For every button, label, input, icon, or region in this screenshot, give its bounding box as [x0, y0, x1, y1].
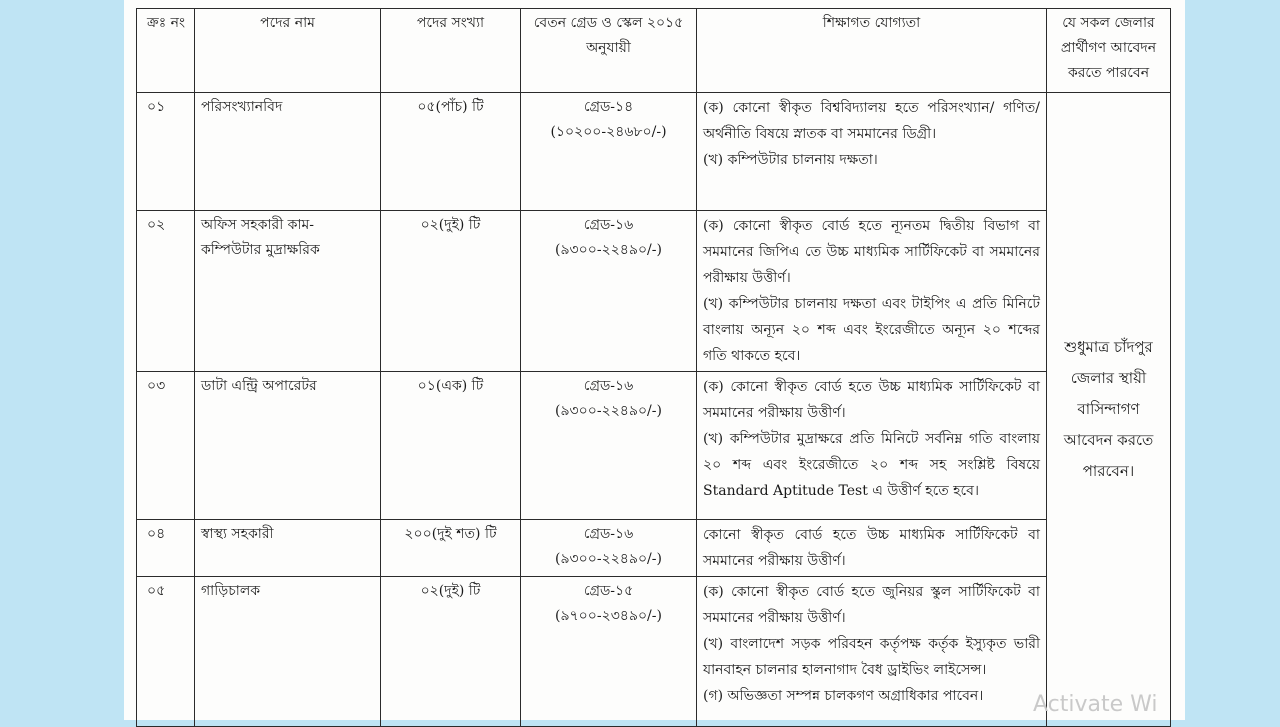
row-qualification [697, 520, 1047, 577]
grade-label: গ্রেড-১৪ [583, 99, 634, 115]
table-row [137, 211, 1171, 372]
row-qualification [697, 372, 1047, 520]
row-pay-grade [521, 211, 697, 372]
header-qualification: শিক্ষাগত যোগ্যতা [697, 9, 1047, 93]
table-row [137, 372, 1171, 520]
grade-scale: (৯৭০০-২৩৪৯০/-) [555, 608, 662, 624]
row-serial: ০৩ [137, 372, 195, 520]
grade-scale: (৯৩০০-২২৪৯০/-) [555, 403, 662, 419]
row-serial: ০২ [137, 211, 195, 372]
qualification-item: (ক) কোনো স্বীকৃত বোর্ড হতে ন্যূনতম দ্বিতীয় বিভাগ বা সমমানের জিপিএ তে উচ্চ মাধ্যমিক সার্টিফিকেট বা সমমানের পরীক্ষায় উত্তীর্ণ। [703, 218, 1040, 286]
qualification-item: কোনো স্বীকৃত বোর্ড হতে উচ্চ মাধ্যমিক সার্টিফিকেট বা সমমানের পরীক্ষায় উত্তীর্ণ। [703, 527, 1040, 569]
row-qualification [697, 577, 1047, 727]
qualification-item: (খ) কম্পিউটার চালনায় দক্ষতা। [703, 152, 878, 168]
header-eligible-district: যে সকল জেলার প্রার্থীগণ আবেদন করতে পারবেন [1047, 9, 1171, 93]
grade-label: গ্রেড-১৬ [583, 378, 634, 394]
qualification-item: (গ) অভিজ্ঞতা সম্পন্ন চালকগণ অগ্রাধিকার পাবেন। [703, 688, 984, 704]
row-post-name: ডাটা এন্ট্রি অপারেটর [195, 372, 381, 520]
row-serial: ০৫ [137, 577, 195, 727]
activation-watermark: Activate Wi [1033, 692, 1158, 717]
row-post-count: ২০০(দুই শত) টি [381, 520, 521, 577]
row-serial: ০১ [137, 93, 195, 211]
row-pay-grade [521, 577, 697, 727]
header-post-count: পদের সংখ্যা [381, 9, 521, 93]
header-pay-grade: বেতন গ্রেড ও স্কেল ২০১৫ অনুযায়ী [521, 9, 697, 93]
eligible-district-note: শুধুমাত্র চাঁদপুর জেলার স্থায়ী বাসিন্দাগণ আবেদন করতে পারবেন। [1047, 93, 1171, 727]
table-row [137, 520, 1171, 577]
qualification-item: (ক) কোনো স্বীকৃত বোর্ড হতে উচ্চ মাধ্যমিক সার্টিফিকেট বা সমমানের পরীক্ষায় উত্তীর্ণ। [703, 379, 1040, 421]
row-post-name: পরিসংখ্যানবিদ [195, 93, 381, 211]
row-post-count: ০২(দুই) টি [381, 211, 521, 372]
grade-label: গ্রেড-১৬ [583, 217, 634, 233]
row-serial: ০৪ [137, 520, 195, 577]
row-pay-grade [521, 372, 697, 520]
qualification-item: (খ) বাংলাদেশ সড়ক পরিবহন কর্তৃপক্ষ কর্তৃক ইস্যুকৃত ভারী যানবাহন চালনার হালনাগাদ বৈধ ড্রাইভিং লাইসেন্স। [703, 636, 1040, 678]
row-qualification [697, 211, 1047, 372]
qualification-item: (ক) কোনো স্বীকৃত বোর্ড হতে জুনিয়র স্কুল সার্টিফিকেট বা সমমানের পরীক্ষায় উত্তীর্ণ। [703, 584, 1040, 626]
qualification-item: (খ) কম্পিউটার মুদ্রাক্ষরে প্রতি মিনিটে সর্বনিম্ন গতি বাংলায় ২০ শব্দ এবং ইংরেজীতে ২০ শব্দ সহ সংশ্লিষ্ট বিষয়ে Standard Aptitude Test এ উত্তীর্ণ হতে হবে। [703, 431, 1040, 499]
row-post-count: ০১(এক) টি [381, 372, 521, 520]
row-post-name: অফিস সহকারী কাম-কম্পিউটার মুদ্রাক্ষরিক [195, 211, 381, 372]
row-post-count: ০২(দুই) টি [381, 577, 521, 727]
row-qualification [697, 93, 1047, 211]
table-header-row [137, 9, 1171, 93]
grade-label: গ্রেড-১৫ [583, 583, 634, 599]
row-post-name: স্বাস্থ্য সহকারী [195, 520, 381, 577]
row-pay-grade [521, 93, 697, 211]
table-row [137, 577, 1171, 727]
header-post-name: পদের নাম [195, 9, 381, 93]
qualification-item: (ক) কোনো স্বীকৃত বিশ্ববিদ্যালয় হতে পরিসংখ্যান/ গণিত/অর্থনীতি বিষয়ে স্নাতক বা সমমানের ডিগ্রী। [703, 100, 1040, 142]
header-serial: ক্রঃ নং [137, 9, 195, 93]
row-post-name: গাড়িচালক [195, 577, 381, 727]
job-circular-table [136, 8, 1171, 727]
qualification-item: (খ) কম্পিউটার চালনায় দক্ষতা এবং টাইপিং এ প্রতি মিনিটে বাংলায় অন্যূন ২০ শব্দ এবং ইংরেজীতে অন্যূন ২০ শব্দের গতি থাকতে হবে। [703, 296, 1040, 364]
document-page [124, 0, 1185, 720]
grade-scale: (৯৩০০-২২৪৯০/-) [555, 551, 662, 567]
grade-label: গ্রেড-১৬ [583, 526, 634, 542]
row-pay-grade [521, 520, 697, 577]
row-post-count: ০৫(পাঁচ) টি [381, 93, 521, 211]
table-row [137, 93, 1171, 211]
grade-scale: (৯৩০০-২২৪৯০/-) [555, 242, 662, 258]
grade-scale: (১০২০০-২৪৬৮০/-) [550, 124, 667, 140]
